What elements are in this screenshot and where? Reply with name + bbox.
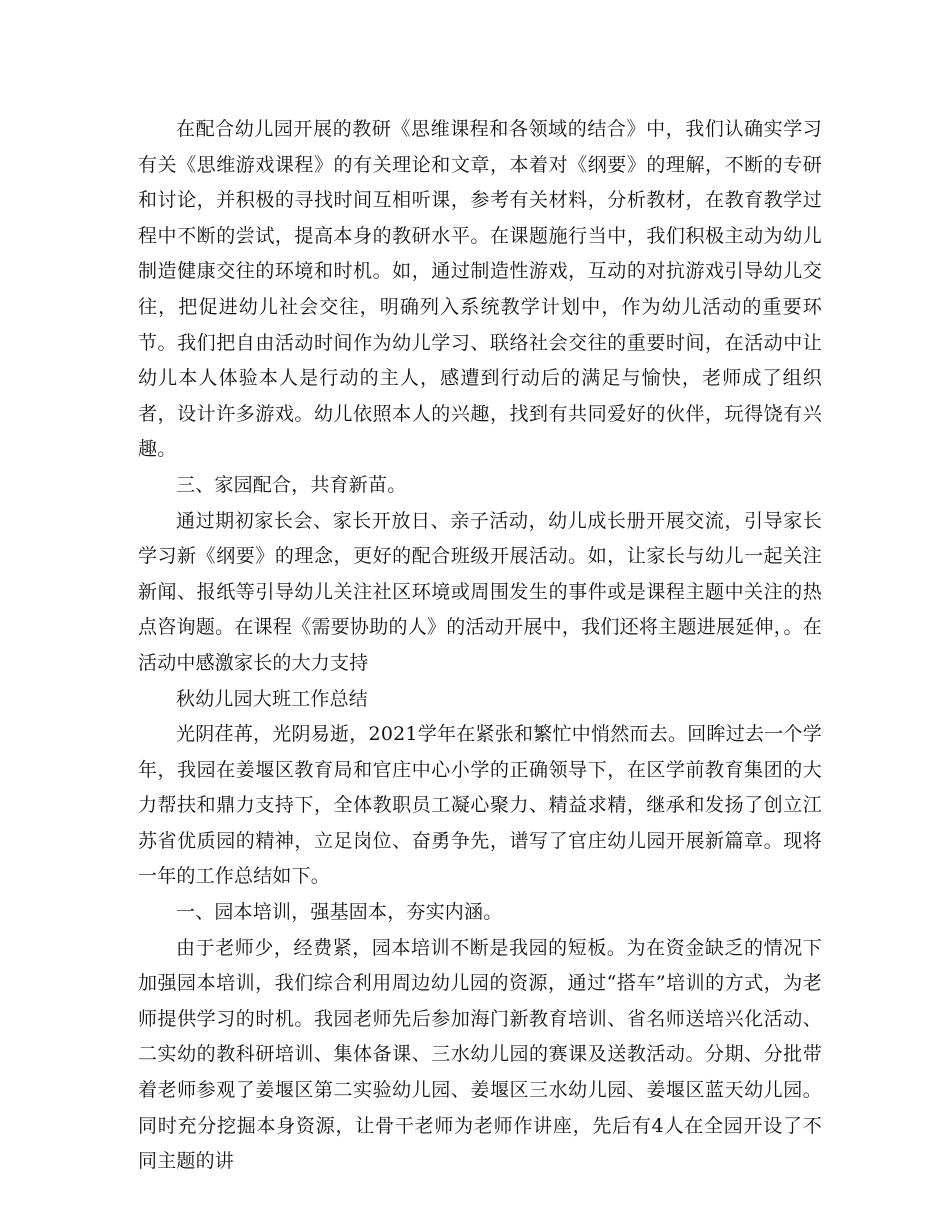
- section-heading-training: 一、园本培训，强基固本，夯实内涵。: [176, 901, 503, 924]
- paragraph-thinking-curriculum: 在配合幼儿园开展的教研《思维课程和各领域的结合》中，我们认确实学习有关《思维游戏课程》的有关理论和文章，本着对《纲要》的理解，不断的专研和讨论，并积极的寻找时间互相听课，参考有关材料，分析教材，在教育教学过程中不断的尝试，提高本身的教研水平。在课题施行当中，我们积极主动为幼儿制造健康交往的环境和时机。如，通过制造性游戏，互动的对抗游戏引导幼儿交往，把促进幼儿社会交往，明确列入系统教学计划中，作为幼儿活动的重要环节。我们把自由活动时间作为幼儿学习、联络社会交往的重要时间，在活动中让幼儿本人体验本人是行动的主人，感遭到行动后的满足与愉快，老师成了组织者，设计许多游戏。幼儿依照本人的兴趣，找到有共同爱好的伙伴，玩得饶有兴趣。: [138, 118, 822, 461]
- document-body: [138, 112, 822, 1180]
- title-autumn-summary: 秋幼儿园大班工作总结: [176, 687, 369, 710]
- section-heading-home-school: 三、家园配合，共育新苗。: [176, 473, 407, 496]
- paragraph-year-review: 光阴荏苒，光阴易逝，2021学年在紧张和繁忙中悄然而去。回眸过去一个学年，我园在姜堰区教育局和官庄中心小学的正确领导下，在区学前教育集团的大力帮扶和鼎力支持下，全体教职员工凝心聚力、精益求精，继承和发扬了创立江苏省优质园的精神，立足岗位、奋勇争先，谱写了官庄幼儿园开展新篇章。现将一年的工作总结如下。: [138, 723, 822, 888]
- paragraph-parent-cooperation: 通过期初家长会、家长开放日、亲子活动，幼儿成长册开展交流，引导家长学习新《纲要》的理念，更好的配合班级开展活动。如，让家长与幼儿一起关注新闻、报纸等引导幼儿关注社区环境或周围发生的事件或是课程主题中关注的热点咨询题。在课程《需要协助的人》的活动开展中，我们还将主题进展延伸，。在活动中感激家长的大力支持: [138, 509, 822, 674]
- paragraph-training-details: 由于老师少，经费紧，园本培训不断是我园的短板。为在资金缺乏的情况下加强园本培训，我们综合利用周边幼儿园的资源，通过“搭车”培训的方式，为老师提供学习的时机。我园老师先后参加海门新教育培训、省名师送培兴化活动、二实幼的教科研培训、集体备课、三水幼儿园的赛课及送教活动。分期、分批带着老师参观了姜堰区第二实验幼儿园、姜堰区三水幼儿园、姜堰区蓝天幼儿园。同时充分挖掘本身资源，让骨干老师为老师作讲座，先后有4人在全园开设了不同主题的讲: [138, 936, 822, 1173]
